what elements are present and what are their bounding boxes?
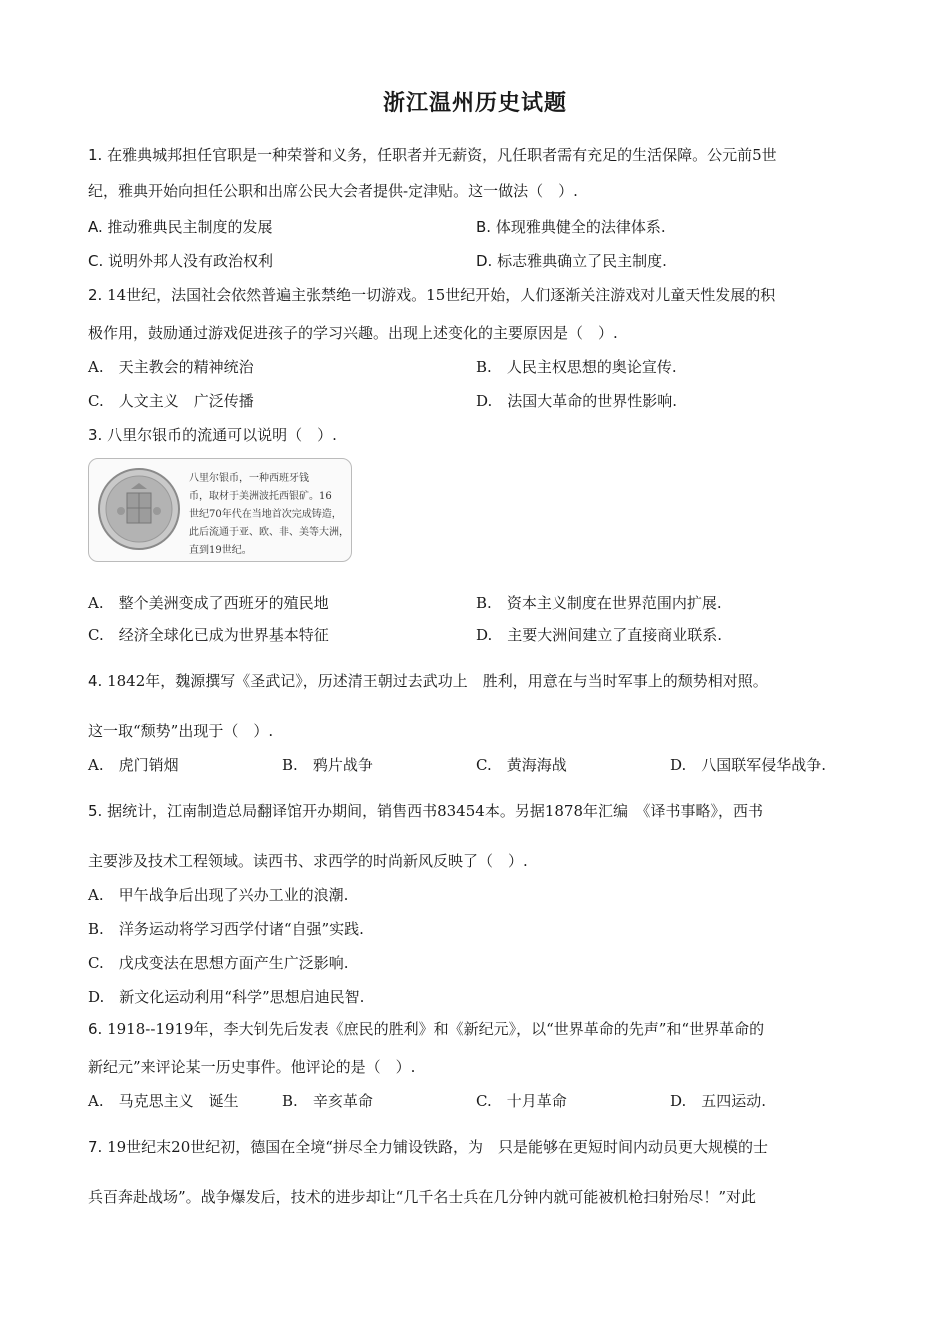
question-2-option-a: A. 天主教会的精神统治 bbox=[88, 358, 254, 376]
question-5-option-d: D. 新文化运动利用“科学”思想启迪民智. bbox=[88, 988, 365, 1006]
question-1-line-2: 纪，雅典开始向担任公职和出席公民大会者提供-定津贴。这一做法（ ）. bbox=[88, 182, 578, 200]
question-4-line-2: 这一取“颓势”出现于（ ）. bbox=[88, 722, 274, 740]
question-text: 在雅典城邦担任官职是一种荣誉和义务，任职者并无薪资，凡任职者需有充足的生活保障。公元前5世 bbox=[107, 146, 777, 164]
question-7-line-2: 兵百奔赴战场”。战争爆发后，技术的进步却让“几千名士兵在几分钟内就可能被机枪扫射殆尽！”对此 bbox=[88, 1188, 757, 1206]
question-3-option-a: A. 整个美洲变成了西班牙的殖民地 bbox=[88, 594, 329, 612]
question-2-option-d: D. 法国大革命的世界性影响. bbox=[476, 392, 678, 410]
question-text: 1918--1919年，李大钊先后发表《庶民的胜利》和《新纪元》，以“世界革命的先声”和“世界革命的 bbox=[107, 1020, 765, 1038]
figure-caption-line: 此后流通于亚、欧、非、美等大洲， bbox=[189, 527, 349, 538]
question-text: 八里尔银币的流通可以说明（ ）. bbox=[107, 426, 337, 444]
question-5-line-2: 主要涉及技术工程领域。读西书、求西学的时尚新风反映了（ ）. bbox=[88, 852, 528, 870]
question-1-option-a: A. 推动雅典民主制度的发展 bbox=[88, 218, 273, 236]
question-7-line-1 bbox=[88, 1136, 768, 1157]
question-3-option-d: D. 主要大洲间建立了直接商业联系. bbox=[476, 626, 723, 644]
question-1-line-1 bbox=[88, 144, 777, 165]
question-number: 1. bbox=[88, 146, 103, 164]
question-5-option-b: B. 洋务运动将学习西学付诸“自强”实践. bbox=[88, 920, 364, 938]
question-6-line-2: 新纪元”来评论某一历史事件。他评论的是（ ）. bbox=[88, 1058, 416, 1076]
question-4-option-b: B. 鸦片战争 bbox=[282, 756, 373, 774]
question-3-option-b: B. 资本主义制度在世界范围内扩展. bbox=[476, 594, 722, 612]
question-1-option-b: B. 体现雅典健全的法律体系. bbox=[476, 218, 666, 236]
question-number: 5. bbox=[88, 802, 103, 820]
question-3-line-1 bbox=[88, 424, 337, 445]
question-6-option-a: A. 马克思主义 诞生 bbox=[88, 1092, 239, 1110]
question-number: 4. bbox=[88, 672, 103, 690]
question-text: 19世纪末20世纪初，德国在全境“拼尽全力铺设铁路，为 只是能够在更短时间内动员更大规模的士 bbox=[107, 1138, 768, 1156]
question-text: 14世纪，法国社会依然普遍主张禁绝一切游戏。15世纪开始，人们逐渐关注游戏对儿童天性发展的积 bbox=[107, 286, 776, 304]
question-1-option-d: D. 标志雅典确立了民主制度. bbox=[476, 252, 667, 270]
question-2-line-2: 极作用，鼓励通过游戏促进孩子的学习兴趣。出现上述变化的主要原因是（ ）. bbox=[88, 324, 618, 342]
question-4-line-1 bbox=[88, 670, 768, 691]
silver-coin-figure bbox=[88, 458, 352, 562]
question-number: 6. bbox=[88, 1020, 103, 1038]
question-number: 7. bbox=[88, 1138, 103, 1156]
question-6-option-b: B. 辛亥革命 bbox=[282, 1092, 373, 1110]
question-text: 1842年，魏源撰写《圣武记》，历述清王朝过去武功上 胜利，用意在与当时军事上的颓势相对照。 bbox=[107, 672, 768, 690]
question-3-option-c: C. 经济全球化已成为世界基本特征 bbox=[88, 626, 329, 644]
question-6-option-c: C. 十月革命 bbox=[476, 1092, 567, 1110]
question-2-line-1 bbox=[88, 284, 775, 305]
question-2-option-c: C. 人文主义 广泛传播 bbox=[88, 392, 254, 410]
question-text: 据统计，江南制造总局翻译馆开办期间，销售西书83454本。另据1878年汇编 《译书事略》，西书 bbox=[107, 802, 763, 820]
question-6-option-d: D. 五四运动. bbox=[670, 1092, 767, 1110]
question-5-option-a: A. 甲午战争后出现了兴办工业的浪潮. bbox=[88, 886, 349, 904]
figure-caption-line: 直到19世纪。 bbox=[189, 545, 252, 556]
silver-coin-icon bbox=[97, 467, 181, 551]
question-number: 2. bbox=[88, 286, 103, 304]
question-6-line-1 bbox=[88, 1018, 764, 1039]
figure-caption-line: 八里尔银币，一种西班牙钱 bbox=[189, 473, 309, 484]
question-2-option-b: B. 人民主权思想的奥论宣传. bbox=[476, 358, 677, 376]
question-5-line-1 bbox=[88, 800, 763, 821]
question-1-option-c: C. 说明外邦人没有政治权利 bbox=[88, 252, 274, 270]
figure-caption-line: 币，取材于美洲波托西银矿。16 bbox=[189, 491, 332, 502]
page-title: 浙江温州历史试题 bbox=[382, 90, 567, 116]
question-5-option-c: C. 戊戌变法在思想方面产生广泛影响. bbox=[88, 954, 349, 972]
figure-caption-line: 世纪70年代在当地首次完成铸造， bbox=[189, 509, 342, 520]
question-number: 3. bbox=[88, 426, 103, 444]
question-4-option-a: A. 虎门销烟 bbox=[88, 756, 179, 774]
question-4-option-c: C. 黄海海战 bbox=[476, 756, 567, 774]
question-4-option-d: D. 八国联军侵华战争. bbox=[670, 756, 827, 774]
